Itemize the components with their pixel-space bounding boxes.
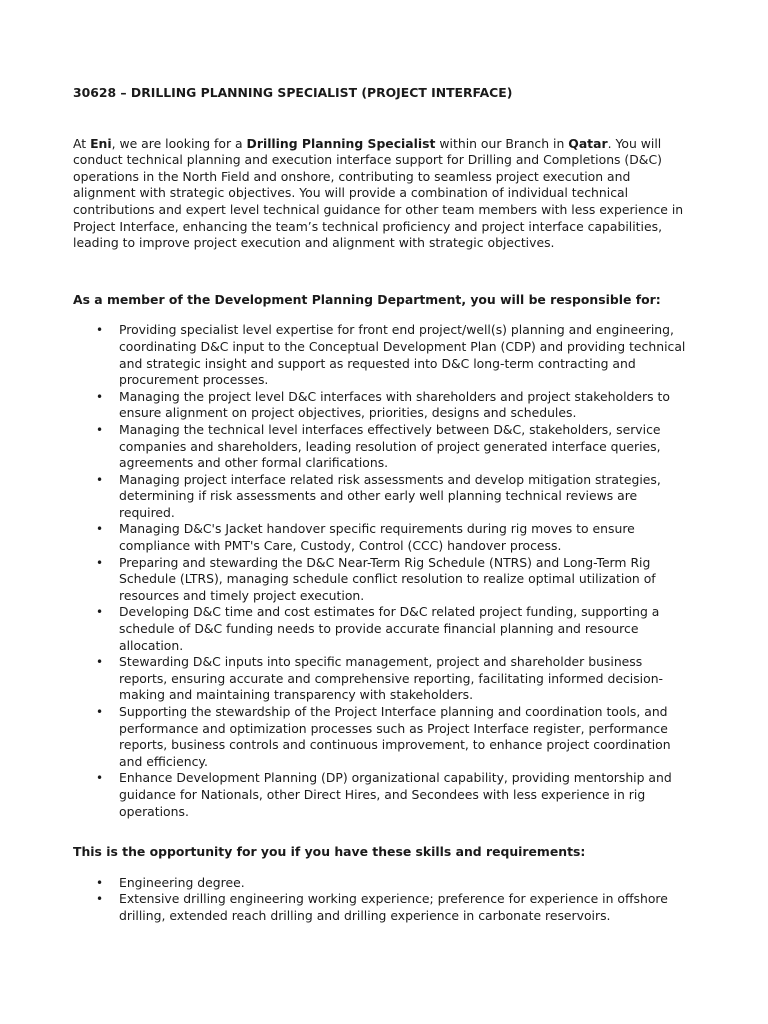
requirements-heading: This is the opportunity for you if you have these skills and requirements:	[73, 844, 586, 860]
list-item	[73, 472, 693, 522]
list-item	[73, 875, 693, 892]
list-item-text: Providing specialist level expertise for front end project/well(s) planning and engineering, coordinating D&C input to the Conceptual Development Plan (CDP) and providing technical and strategic insight and support as requested into D&C long-term contracting and procurement processes.	[119, 322, 686, 388]
list-item	[73, 521, 693, 554]
requirements-list	[73, 875, 693, 925]
list-item-text: Managing the project level D&C interfaces with shareholders and project stakeholders to ensure alignment on project objectives, priorities, designs and schedules.	[119, 388, 670, 421]
list-item-text: Preparing and stewarding the D&C Near-Term Rig Schedule (NTRS) and Long-Term Rig Schedule (LTRS), managing schedule conflict resolution to realize optimal utilization of resources and timely project execution.	[119, 554, 656, 603]
responsibilities-heading: As a member of the Development Planning Department, you will be responsible for:	[73, 291, 661, 307]
bullet-icon: •	[96, 655, 104, 670]
company-name: Eni	[90, 135, 112, 151]
list-item-text: Managing project interface related risk assessments and develop mitigation strategies, determining if risk assessments and other early well planning technical reviews are required.	[119, 471, 661, 520]
intro-text-3: within our Branch in	[435, 135, 569, 151]
list-item	[73, 389, 693, 422]
bullet-icon: •	[96, 323, 104, 338]
list-item-text: Supporting the stewardship of the Project Interface planning and coordination tools, and performance and optimization processes such as Project Interface register, performance reports, business controls and continuous improvement, to enhance project coordination and efficiency.	[119, 704, 671, 769]
list-item	[73, 891, 693, 924]
list-item-text: Developing D&C time and cost estimates for D&C related project funding, supporting a schedule of D&C funding needs to provide accurate financial planning and resource allocation.	[119, 604, 660, 653]
list-item-text: Managing D&C's Jacket handover specific requirements during rig moves to ensure compliance with PMT's Care, Custody, Control (CCC) handover process.	[119, 521, 635, 554]
bullet-icon: •	[96, 705, 104, 719]
list-item-text: Enhance Development Planning (DP) organizational capability, providing mentorship and guidance for Nationals, other Direct Hires, and Secondees with less experience in rig operations.	[119, 770, 672, 819]
location-name: Qatar	[568, 135, 608, 151]
intro-text-1: At	[73, 135, 91, 151]
job-title: 30628 – DRILLING PLANNING SPECIALIST (PROJECT INTERFACE)	[73, 85, 513, 100]
bullet-icon: •	[96, 875, 104, 890]
bullet-icon: •	[96, 389, 104, 404]
bullet-icon: •	[96, 605, 104, 620]
list-item	[73, 422, 693, 472]
list-item-text: Extensive drilling engineering working experience; preference for experience in offshore drilling, extended reach drilling and drilling experience in carbonate reservoirs.	[119, 891, 668, 923]
bullet-icon: •	[96, 522, 104, 537]
list-item	[73, 604, 693, 654]
list-item-text: Engineering degree.	[119, 874, 245, 890]
role-name: Drilling Planning Specialist	[246, 135, 436, 151]
bullet-icon: •	[96, 892, 104, 907]
list-item	[73, 322, 693, 388]
list-item-text: Managing the technical level interfaces effectively between D&C, stakeholders, service companies and shareholders, leading resolution of project generated interface queries, agreements and other formal clarifications.	[119, 421, 661, 471]
bullet-icon: •	[96, 555, 104, 570]
responsibilities-list	[73, 322, 693, 820]
intro-text-4: . You will conduct technical planning and execution interface support for Drilling and Completions (D&C) operations in the North Field and onshore, contributing to seamless project execution and alignment with strategic objectives. You will provide a combination of individual technical contributions and expert level technical guidance for other team members with less experience in Project Interface, enhancing the team’s technical proficiency and project interface capabilities, leading to improve project execution and alignment with strategic objectives.	[73, 135, 684, 251]
bullet-icon: •	[96, 771, 104, 786]
bullet-icon: •	[96, 422, 104, 437]
intro-text-2: , we are looking for a	[111, 135, 247, 151]
list-item	[73, 704, 693, 770]
intro-paragraph	[73, 136, 693, 252]
job-posting-document	[73, 85, 693, 925]
list-item	[73, 654, 693, 704]
list-item	[73, 555, 693, 605]
list-item	[73, 770, 693, 820]
bullet-icon: •	[96, 472, 104, 487]
list-item-text: Stewarding D&C inputs into specific management, project and shareholder business reports, ensuring accurate and comprehensive reporting, facilitating informed decision-making and maintaining transparency with stakeholders.	[119, 654, 664, 703]
